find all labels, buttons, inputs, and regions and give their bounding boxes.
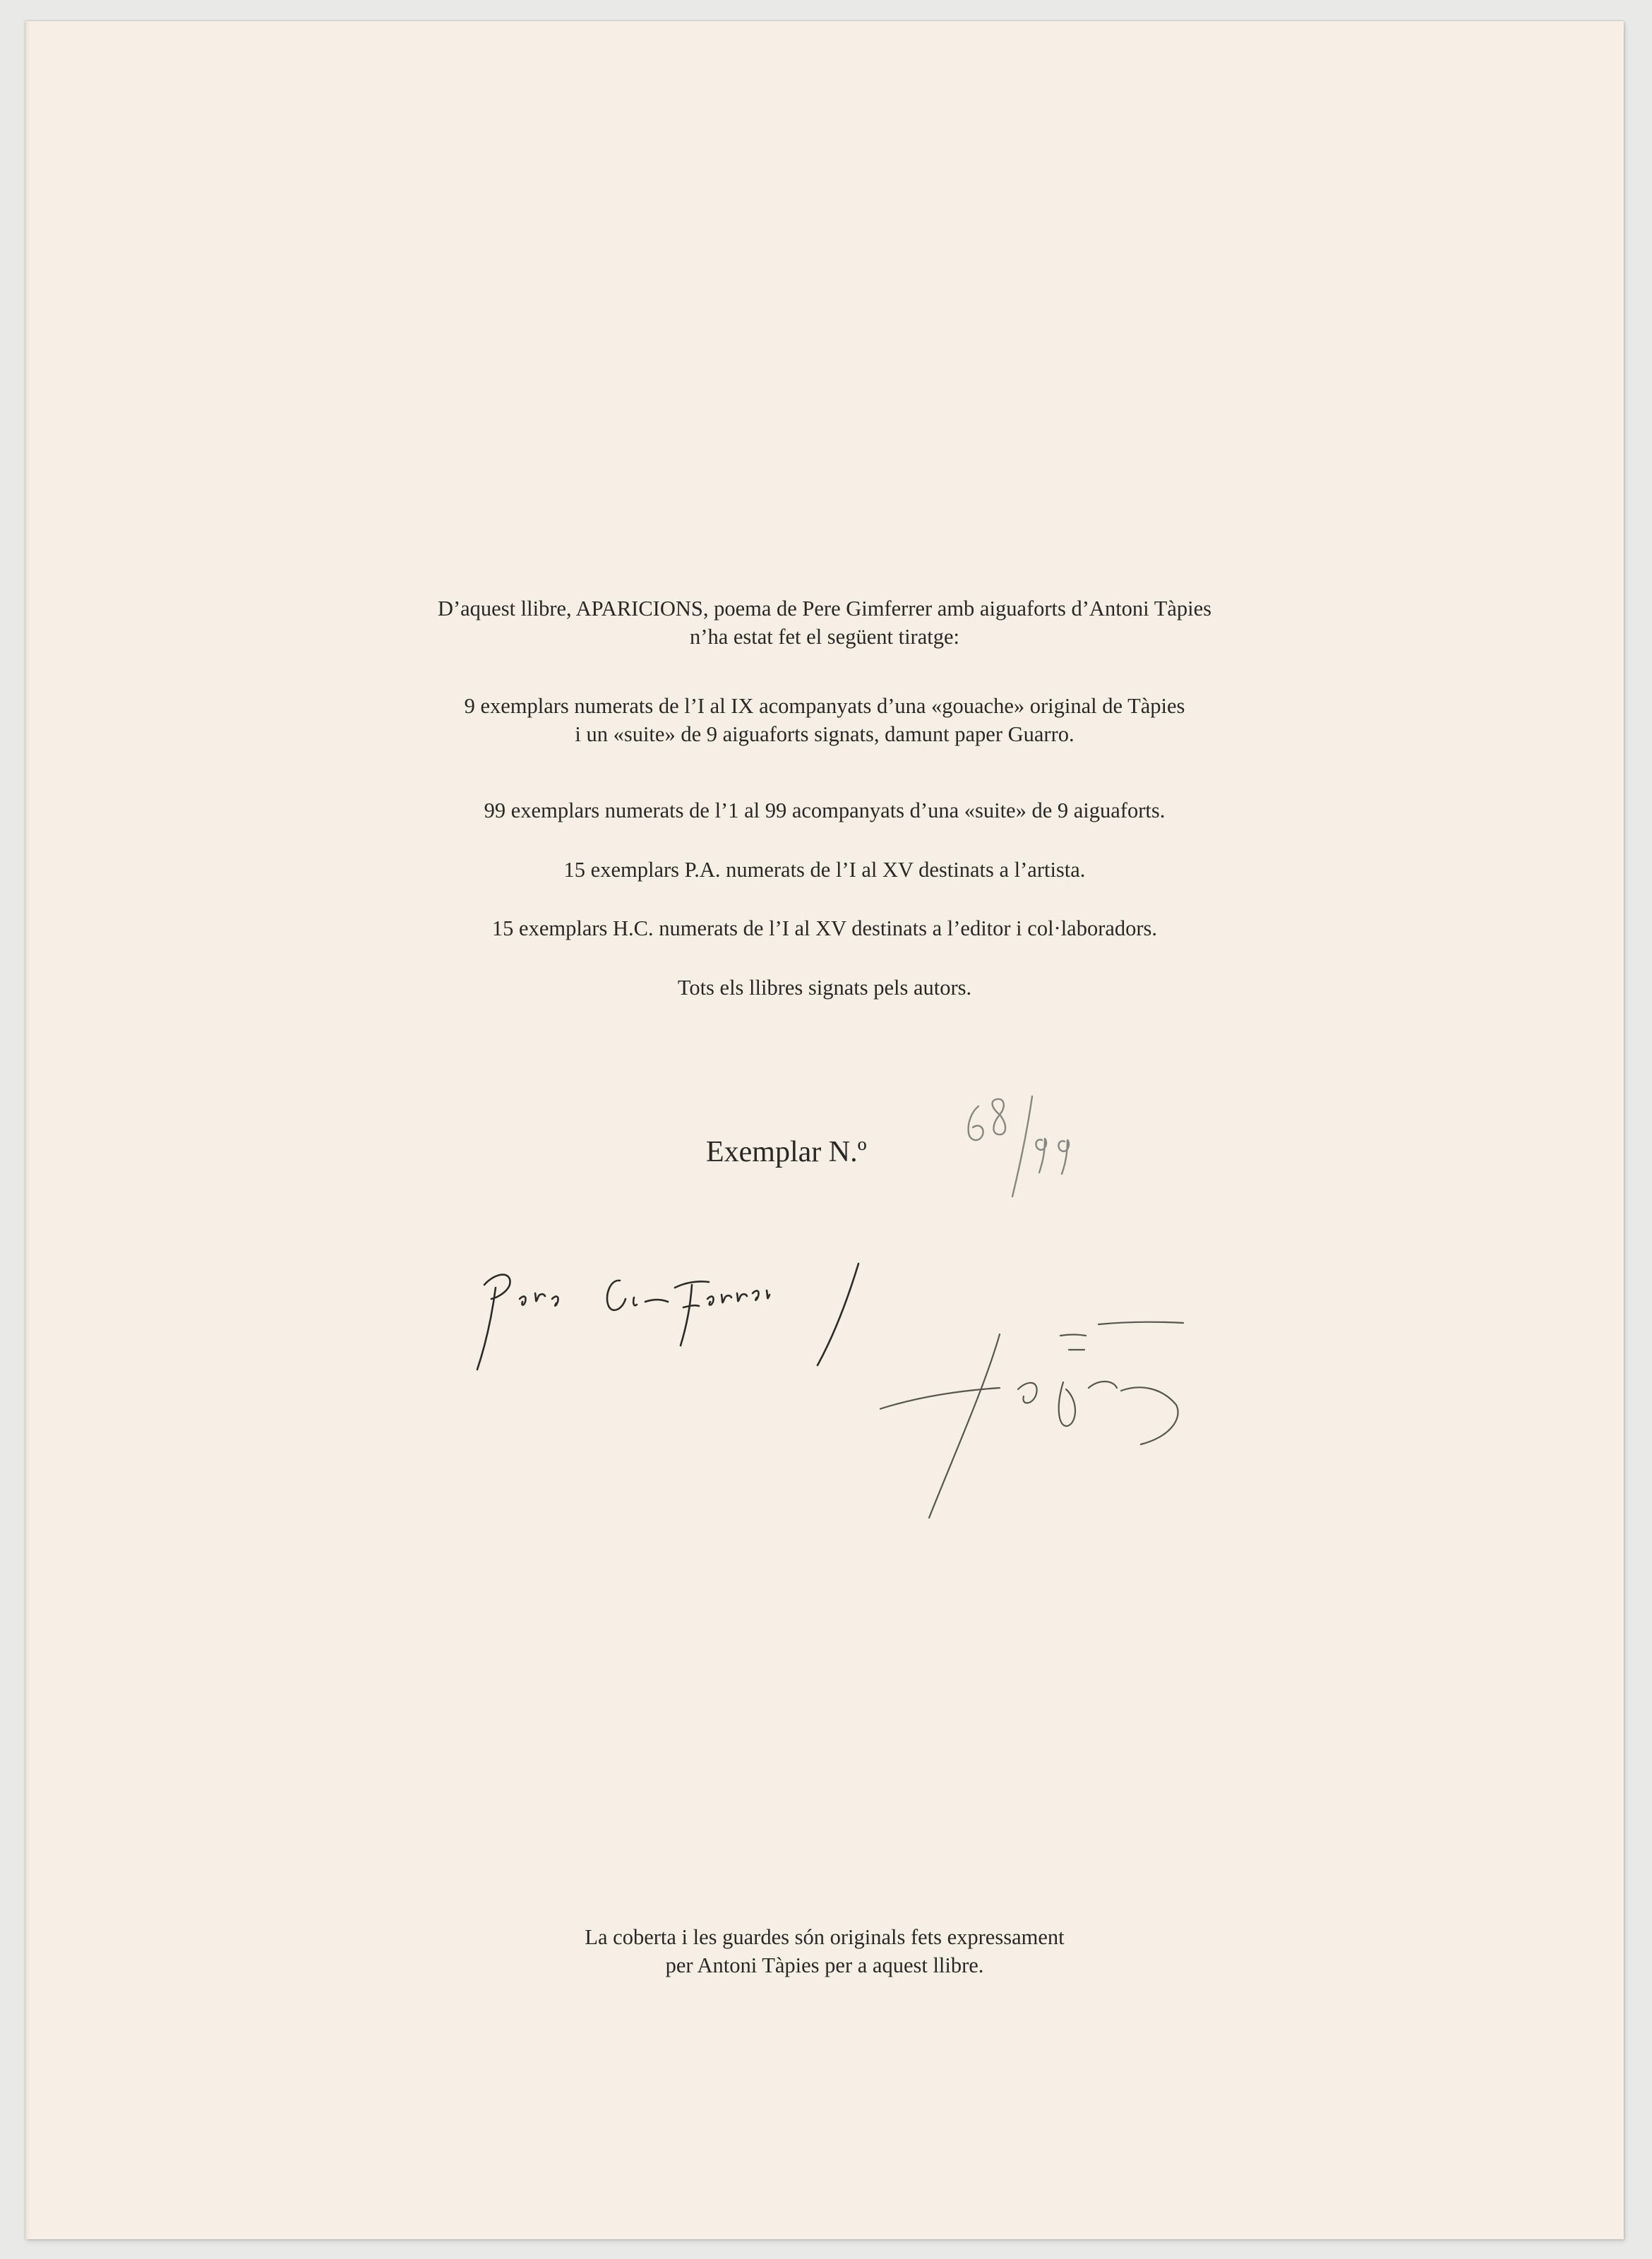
colophon-page [25,21,1624,2239]
footer-line-1: La coberta i les guardes són originals fets expressament [585,1925,1065,1949]
intro-line-1: D’aquest llibre, APARICIONS, poema de Pere Gimferrer amb aiguaforts d’Antoni Tàpies [437,597,1212,621]
signed-note [25,973,1624,1002]
page-edge-shadow [25,21,30,2239]
suite-edition [25,796,1624,825]
signed-line: Tots els llibres signats pels autors. [677,976,972,1000]
pa-line: 15 exemplars P.A. numerats de l’I al XV destinats a l’artista. [563,858,1086,882]
suite-line: 99 exemplars numerats de l’1 al 99 acompanyats d’una «suite» de 9 aiguaforts. [484,798,1166,822]
gouache-line-2: i un «suite» de 9 aiguaforts signats, damunt paper Guarro. [575,722,1075,746]
intro-line-2: n’ha estat fet el següent tiratge: [690,625,959,649]
gouache-edition [25,692,1624,748]
pa-edition [25,856,1624,884]
tapies-signature [880,1306,1247,1532]
edition-intro [25,594,1624,651]
gimferrer-signature [456,1228,880,1391]
hc-edition [25,914,1624,942]
exemplar-label: Exemplar N.º [706,1136,867,1168]
handwritten-copy-number [950,1091,1120,1211]
hc-line: 15 exemplars H.C. numerats de l’I al XV destinats a l’editor i col·laboradors. [491,916,1158,940]
footer-note [25,1923,1624,1979]
gouache-line-1: 9 exemplars numerats de l’I al IX acompanyats d’una «gouache» original de Tàpies [464,694,1185,718]
footer-line-2: per Antoni Tàpies per a aquest llibre. [665,1953,984,1977]
